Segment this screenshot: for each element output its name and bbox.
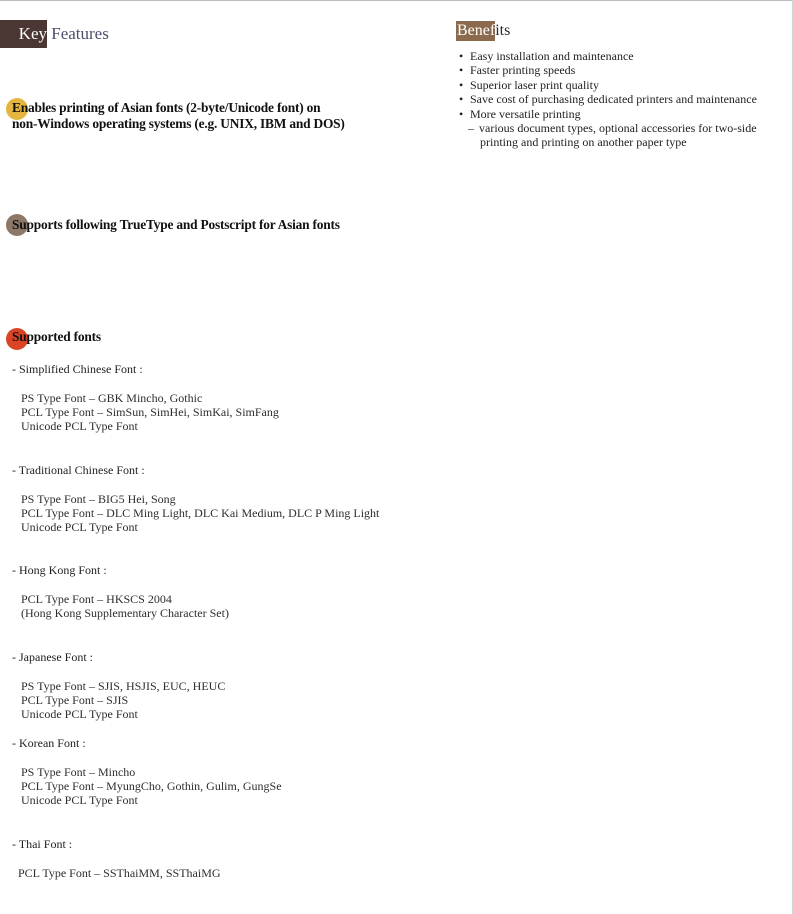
benefit-text: Faster printing speeds — [470, 63, 576, 78]
key-features-header-highlight: Key — [0, 20, 47, 48]
font-group-title: - Thai Font : — [12, 837, 73, 851]
font-line: PS Type Font – Mincho — [21, 765, 136, 779]
font-line: Unicode PCL Type Font — [21, 793, 138, 808]
font-line: PS Type Font – GBK Mincho, Gothic — [21, 391, 203, 405]
font-group-title: - Traditional Chinese Font : — [12, 463, 145, 477]
dash-icon: – — [468, 121, 474, 135]
benefit-item — [459, 107, 791, 121]
benefit-text: More versatile printing — [470, 106, 581, 121]
font-group-title: - Simplified Chinese Font : — [12, 362, 143, 376]
feature-text-line: non-Windows operating systems (e.g. UNIX, IBM and DOS) — [12, 116, 345, 131]
font-line: PCL Type Font – SimSun, SimHei, SimKai, SimFang — [21, 405, 279, 420]
font-line: PCL Type Font – DLC Ming Light, DLC Kai Medium, DLC P Ming Light — [21, 506, 380, 521]
benefit-item — [459, 92, 791, 106]
benefit-subitem — [468, 121, 788, 150]
font-line: PS Type Font – BIG5 Hei, Song — [21, 492, 176, 506]
font-group-title: - Japanese Font : — [12, 650, 93, 664]
bullet-icon: • — [459, 49, 464, 63]
font-line: (Hong Kong Supplementary Character Set) — [21, 606, 229, 621]
feature-text-line: Supports following TrueType and Postscript for Asian fonts — [12, 217, 340, 232]
font-line: PCL Type Font – SSThaiMM, SSThaiMG — [18, 866, 221, 880]
benefits-list — [459, 49, 791, 121]
feature-text-line: Supported fonts — [12, 329, 101, 344]
feature-truetype-postscript — [6, 217, 340, 233]
benefit-subitem-line: various document types, optional accessories for two-side — [479, 121, 757, 135]
font-group-hong-kong — [12, 563, 229, 620]
benefit-text: Easy installation and maintenance — [470, 49, 634, 63]
font-group-japanese — [12, 650, 225, 722]
benefit-text: Superior laser print quality — [470, 77, 599, 92]
feature-asian-fonts-printing — [6, 100, 345, 132]
feature-supported-fonts — [6, 329, 101, 345]
font-line: Unicode PCL Type Font — [21, 419, 138, 434]
benefits-header-highlight: Benef — [457, 22, 496, 39]
font-group-title: - Korean Font : — [12, 736, 86, 750]
benefit-item — [459, 63, 791, 77]
benefit-item — [459, 49, 791, 63]
bullet-icon: • — [459, 63, 464, 78]
bullet-icon: • — [459, 106, 464, 121]
benefit-subitem-line: printing and printing on another paper type — [480, 135, 687, 150]
font-group-title: - Hong Kong Font : — [12, 563, 107, 577]
font-group-korean — [12, 736, 282, 808]
bullet-icon: • — [459, 92, 464, 107]
bullet-icon: • — [459, 77, 464, 92]
top-rule — [0, 0, 794, 1]
feature-text-line: Enables printing of Asian fonts (2-byte/Unicode font) on — [12, 100, 321, 115]
font-line: Unicode PCL Type Font — [21, 707, 138, 722]
benefits-header — [456, 21, 510, 41]
key-features-header-rest: Features — [47, 24, 109, 43]
benefits-header-rest: its — [495, 22, 511, 39]
font-line: Unicode PCL Type Font — [21, 520, 138, 535]
font-line: PCL Type Font – SJIS — [21, 693, 129, 708]
font-group-thai — [12, 837, 221, 880]
key-features-header — [0, 20, 109, 48]
font-line: PCL Type Font – MyungCho, Gothin, Gulim, GungSe — [21, 779, 282, 794]
font-line: PCL Type Font – HKSCS 2004 — [21, 592, 172, 606]
benefit-text: Save cost of purchasing dedicated printers and maintenance — [470, 92, 757, 107]
font-group-traditional-chinese — [12, 463, 379, 535]
font-line: PS Type Font – SJIS, HSJIS, EUC, HEUC — [21, 679, 226, 693]
font-group-simplified-chinese — [12, 362, 279, 434]
benefit-item — [459, 78, 791, 92]
